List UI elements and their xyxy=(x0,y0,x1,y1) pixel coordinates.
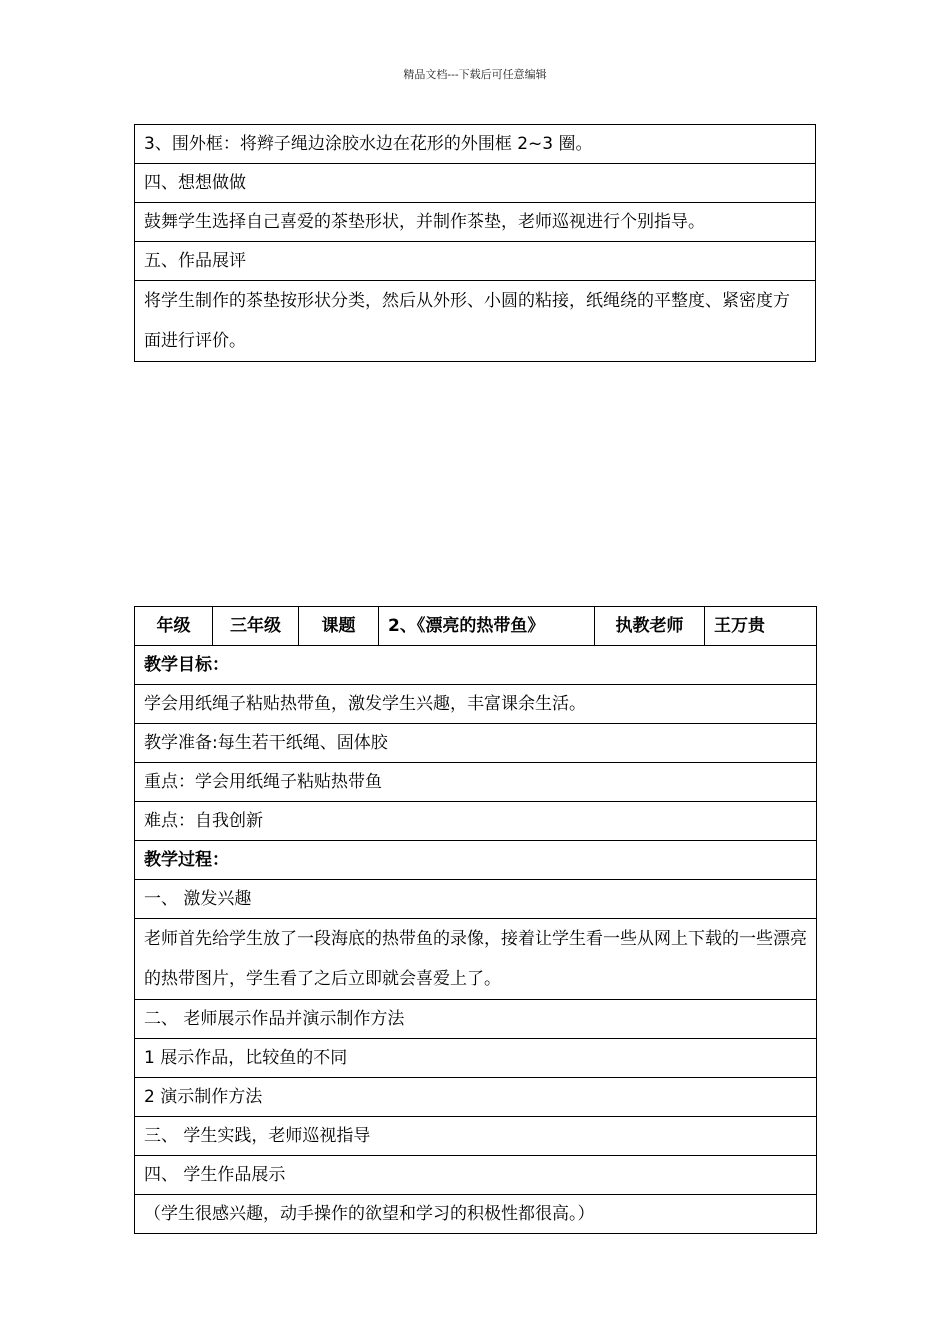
table-row: 1 展示作品，比较鱼的不同 xyxy=(135,1039,817,1078)
table-row: 一、 激发兴趣 xyxy=(135,880,817,919)
table-row: 鼓舞学生选择自己喜爱的茶垫形状，并制作茶垫，老师巡视进行个别指导。 xyxy=(135,203,816,242)
table-row: 将学生制作的茶垫按形状分类，然后从外形、小圆的粘接，纸绳绕的平整度、紧密度方面进行评价。 xyxy=(135,281,816,362)
table-row: 五、作品展评 xyxy=(135,242,816,281)
lesson-table-continued xyxy=(134,124,816,362)
table-row: 难点：自我创新 xyxy=(135,802,817,841)
topic-label: 课题 xyxy=(299,607,379,646)
table-row: 教学过程： xyxy=(135,841,817,880)
table-row: 四、 学生作品展示 xyxy=(135,1156,817,1195)
grade-label: 年级 xyxy=(135,607,213,646)
page-header: 精品文档---下载后可任意编辑 xyxy=(403,68,547,81)
table-row: 2 演示制作方法 xyxy=(135,1078,817,1117)
teacher-label: 执教老师 xyxy=(595,607,705,646)
grade-value: 三年级 xyxy=(213,607,299,646)
teacher-value: 王万贵 xyxy=(705,607,817,646)
table-row: 二、 老师展示作品并演示制作方法 xyxy=(135,1000,817,1039)
table-row: 教学目标： xyxy=(135,646,817,685)
table-row: （学生很感兴趣，动手操作的欲望和学习的积极性都很高。） xyxy=(135,1195,817,1234)
table-row: 重点：学会用纸绳子粘贴热带鱼 xyxy=(135,763,817,802)
table-row: 3、围外框：将辫子绳边涂胶水边在花形的外围框 2~3 圈。 xyxy=(135,125,816,164)
table-row: 教学准备:每生若干纸绳、固体胶 xyxy=(135,724,817,763)
topic-value: 2、《漂亮的热带鱼》 xyxy=(379,607,595,646)
table-row: 老师首先给学生放了一段海底的热带鱼的录像，接着让学生看一些从网上下载的一些漂亮的热带图片，学生看了之后立即就会喜爱上了。 xyxy=(135,919,817,1000)
table-row: 三、 学生实践，老师巡视指导 xyxy=(135,1117,817,1156)
lesson-plan-table xyxy=(134,606,817,1234)
table-row: 学会用纸绳子粘贴热带鱼，激发学生兴趣，丰富课余生活。 xyxy=(135,685,817,724)
table-row: 四、想想做做 xyxy=(135,164,816,203)
